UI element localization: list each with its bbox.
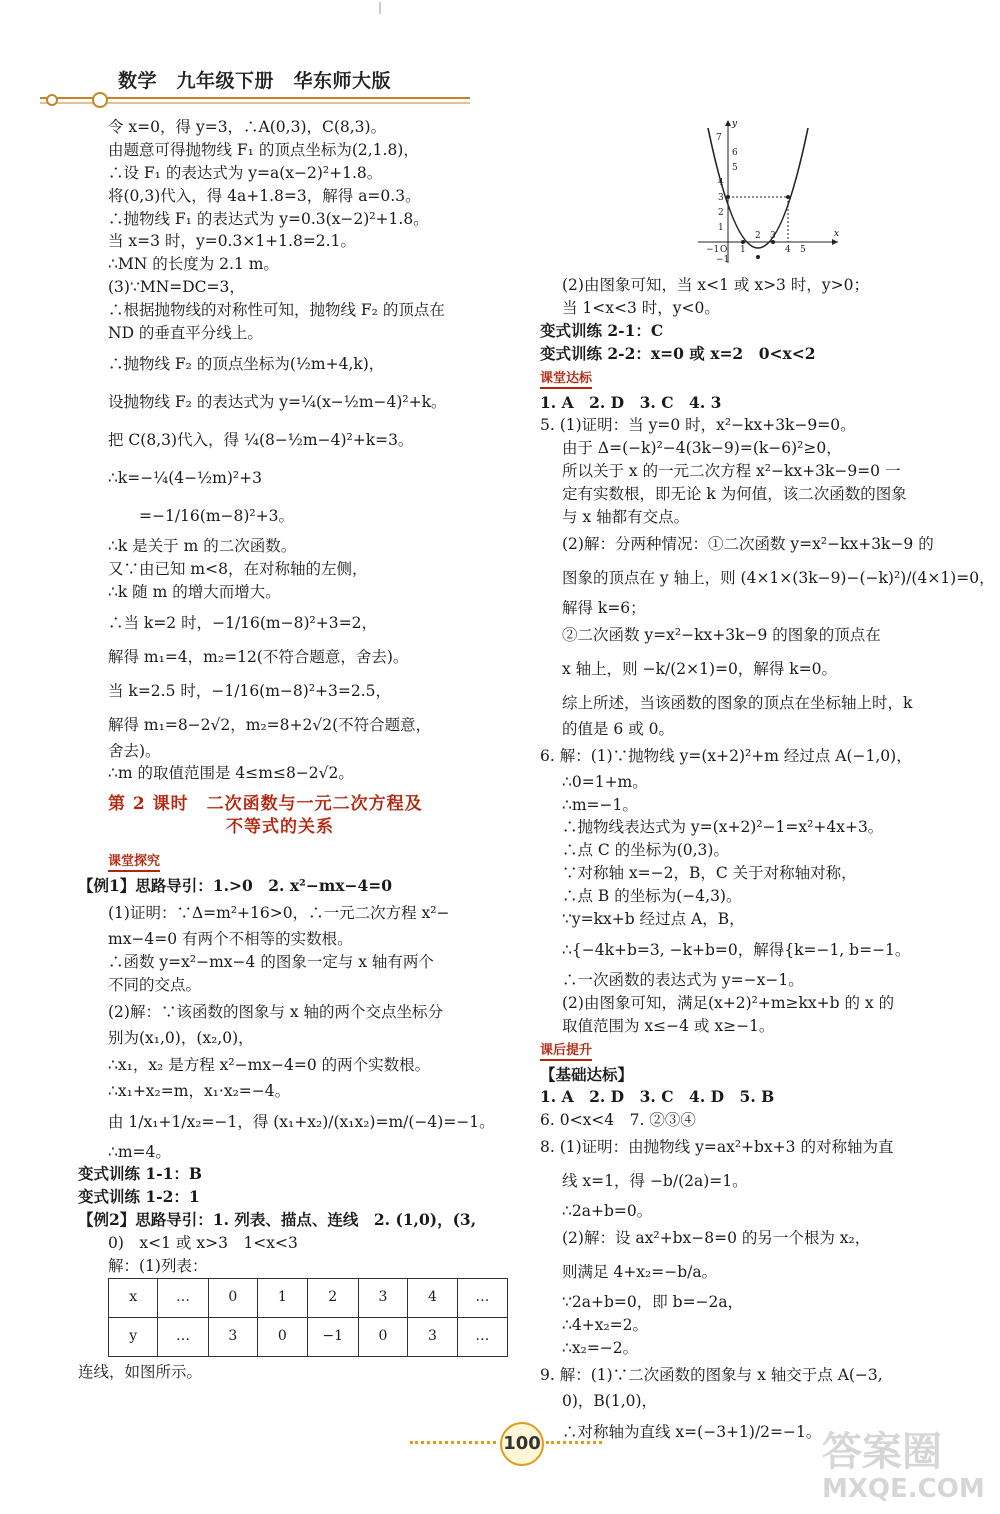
text-line: =−1/16(m−8)²+3。 bbox=[108, 506, 294, 525]
text-line: 5. (1)证明：当 y=0 时，x²−kx+3k−9=0。 bbox=[540, 416, 856, 435]
table-cell: … bbox=[457, 1317, 507, 1356]
text-line: 解得 m₁=8−2√2，m₂=8+2√2(不符合题意， bbox=[108, 715, 432, 734]
variant-2-1: 变式训练 2-1：C bbox=[540, 320, 664, 340]
text-line: (3)∵MN=DC=3， bbox=[108, 278, 245, 297]
x-axis-label: x bbox=[834, 229, 840, 239]
text-line: ∴点 C 的坐标为(0,3)。 bbox=[562, 841, 729, 860]
text-line: ∴设 F₁ 的表达式为 y=a(x−2)²+1.8。 bbox=[108, 163, 383, 182]
text-line: ∴{−4k+b=3, −k+b=0，解得{k=−1, b=−1。 bbox=[562, 940, 911, 959]
text-line: 将(0,3)代入，得 4a+1.8=3，解得 a=0.3。 bbox=[108, 186, 421, 205]
text-line: ∴x₁+x₂=m，x₁·x₂=−4。 bbox=[108, 1081, 291, 1100]
right-column bbox=[540, 274, 995, 1451]
text-line: 1. A 2. D 3. C 4. 3 bbox=[540, 392, 722, 412]
y-tick: 4 bbox=[718, 178, 724, 188]
left-column bbox=[78, 116, 508, 1384]
example-1: 【例1】思路导引：1.>0 2. x²−mx−4=0 bbox=[78, 876, 393, 896]
table-cell: 3 bbox=[408, 1317, 458, 1356]
y-tick: 5 bbox=[732, 163, 738, 173]
x-tick: 5 bbox=[800, 245, 806, 255]
x-tick: 4 bbox=[785, 245, 791, 255]
y-tick: 3 bbox=[718, 193, 724, 203]
text-line: 定有实数根，即无论 k 为何值，该二次函数的图象 bbox=[562, 485, 907, 504]
text-line: ∴m=4。 bbox=[108, 1142, 171, 1161]
table-cell: 0 bbox=[208, 1278, 258, 1317]
book-title: 数学 九年级下册 华东师大版 bbox=[118, 70, 392, 92]
text-line: 6. 解：(1)∵抛物线 y=(x+2)²+m 经过点 A(−1,0)， bbox=[540, 746, 912, 765]
section-tag-explore: 课堂探究 bbox=[108, 854, 160, 872]
text-line: 又∵由已知 m<8，在对称轴的左侧， bbox=[108, 559, 368, 578]
text-line: 设抛物线 F₂ 的表达式为 y=¼(x−½m−4)²+k。 bbox=[108, 392, 447, 411]
text-line: 则满足 4+x₂=−b/a。 bbox=[562, 1263, 718, 1282]
table-cell: 4 bbox=[408, 1278, 458, 1317]
watermark-logo bbox=[822, 1430, 992, 1504]
variant-1-2: 变式训练 1-2：1 bbox=[78, 1187, 200, 1207]
y-tick: 2 bbox=[718, 208, 724, 218]
table-cell: … bbox=[158, 1317, 208, 1356]
text-line: ∴k 随 m 的增大而增大。 bbox=[108, 582, 281, 601]
basic-heading: 【基础达标】 bbox=[540, 1064, 634, 1084]
table-cell: −1 bbox=[307, 1317, 358, 1356]
text-line: 0)，B(1,0)， bbox=[562, 1391, 658, 1410]
table-cell: … bbox=[457, 1278, 507, 1317]
y-axis-label: y bbox=[732, 119, 738, 129]
text-line: ②二次函数 y=x²−kx+3k−9 的图象的顶点在 bbox=[562, 625, 881, 644]
watermark-url: MXQE.COM bbox=[822, 1474, 985, 1504]
text-line: 解：(1)列表： bbox=[108, 1256, 208, 1275]
table-cell: 1 bbox=[258, 1278, 308, 1317]
lesson-title-cont: 不等式的关系 bbox=[226, 817, 334, 838]
text-line: 解得 m₁=4，m₂=12(不符合题意，舍去)。 bbox=[108, 647, 409, 666]
y-tick: 6 bbox=[732, 148, 738, 158]
text-line: 把 C(8,3)代入，得 ¼(8−½m−4)²+k=3。 bbox=[108, 430, 414, 449]
page-header bbox=[0, 0, 1000, 110]
text-line: 6. 0<x<4 7. ②③④ bbox=[540, 1111, 696, 1130]
text-line: ∴MN 的长度为 2.1 m。 bbox=[108, 255, 279, 274]
text-line: ∴m=−1。 bbox=[562, 795, 638, 814]
text-line: ∴x₁，x₂ 是方程 x²−mx−4=0 的两个实数根。 bbox=[108, 1055, 431, 1074]
point bbox=[741, 240, 745, 244]
point bbox=[756, 255, 760, 259]
text-line: 的值是 6 或 0。 bbox=[562, 719, 675, 738]
table-row bbox=[109, 1317, 508, 1356]
text-line: ∴x₂=−2。 bbox=[562, 1338, 639, 1357]
text-line: ∵2a+b=0，即 b=−2a， bbox=[562, 1293, 744, 1312]
text-line: 别为(x₁,0)，(x₂,0)， bbox=[108, 1028, 254, 1047]
text-line: ∴k=−¼(4−½m)²+3 bbox=[108, 468, 262, 487]
footer-dots-left bbox=[410, 1441, 496, 1444]
text-line: 当 k=2.5 时，−1/16(m−8)²+3=2.5， bbox=[108, 681, 392, 700]
table-cell: 2 bbox=[307, 1278, 358, 1317]
lesson-title: 第 2 课时 二次函数与一元二次方程及 bbox=[108, 794, 423, 815]
variant-1-1: 变式训练 1-1：B bbox=[78, 1164, 203, 1184]
watermark-text: 答案圈 bbox=[822, 1429, 942, 1475]
point bbox=[726, 195, 730, 199]
text-line: 不同的交点。 bbox=[108, 975, 202, 994]
point bbox=[786, 195, 790, 199]
text-line: 舍去)。 bbox=[108, 741, 161, 760]
text-line: 线 x=1，得 −b/(2a)=1。 bbox=[562, 1172, 748, 1191]
text-line: mx−4=0 有两个不相等的实数根。 bbox=[108, 930, 353, 949]
page-number: 100 bbox=[500, 1422, 544, 1466]
text-line: 1. A 2. D 3. C 4. D 5. B bbox=[540, 1087, 775, 1107]
text-line: ∴一次函数的表达式为 y=−x−1。 bbox=[562, 970, 804, 989]
table-cell: 0 bbox=[358, 1317, 408, 1356]
text-line: (2)解：∵该函数的图象与 x 轴的两个交点坐标分 bbox=[108, 1002, 444, 1021]
text-line: ∴当 k=2 时，−1/16(m−8)²+3=2， bbox=[108, 613, 377, 632]
text-line: (1)证明：∵Δ=m²+16>0，∴一元二次方程 x²− bbox=[108, 904, 450, 923]
table-cell: 0 bbox=[258, 1317, 308, 1356]
text-line: ∴抛物线表达式为 y=(x+2)²−1=x²+4x+3。 bbox=[562, 818, 884, 837]
table-cell: 3 bbox=[208, 1317, 258, 1356]
text-line: ∴0=1+m。 bbox=[562, 772, 648, 791]
text-line: (2)解：设 ax²+bx−8=0 的另一个根为 x₂， bbox=[562, 1229, 871, 1248]
text-line: ∴对称轴为直线 x=(−3+1)/2=−1。 bbox=[562, 1422, 822, 1441]
table-cell: y bbox=[109, 1317, 158, 1356]
text-line: 综上所述，当该函数的图象的顶点在坐标轴上时，k bbox=[562, 693, 913, 712]
text-line: ∴点 B 的坐标为(−4,3)。 bbox=[562, 887, 742, 906]
text-line: 由 1/x₁+1/x₂=−1，得 (x₁+x₂)/(x₁x₂)=m/(−4)=−1。 bbox=[108, 1112, 495, 1131]
x-tick: 3 bbox=[770, 231, 776, 241]
text-line: ∵对称轴 x=−2，B，C 关于对称轴对称， bbox=[562, 864, 857, 883]
text-line: 图象的顶点在 y 轴上，则 (4×1×(3k−9)−(−k)²)/(4×1)=0， bbox=[562, 568, 995, 587]
example-2: 【例2】思路导引：1. 列表、描点、连线 2. (1,0)，(3, bbox=[78, 1210, 477, 1230]
text-line: ∴抛物线 F₂ 的顶点坐标为(½m+4,k)， bbox=[108, 354, 385, 373]
text-line: 解得 k=6； bbox=[562, 598, 646, 617]
text-line: (2)解：分两种情况：①二次函数 y=x²−kx+3k−9 的 bbox=[562, 534, 934, 553]
y-tick: −1 bbox=[716, 255, 730, 265]
text-line: 由题意可得抛物线 F₁ 的顶点坐标为(2,1.8)， bbox=[108, 140, 419, 159]
header-decoration bbox=[0, 0, 1000, 110]
text-line: ∴函数 y=x²−mx−4 的图象一定与 x 轴有两个 bbox=[108, 952, 434, 971]
text-line: ∴根据抛物线的对称性可知，抛物线 F₂ 的顶点在 bbox=[108, 301, 445, 320]
section-tag-after: 课后提升 bbox=[540, 1043, 592, 1061]
text-line: 8. (1)证明：由抛物线 y=ax²+bx+3 的对称轴为直 bbox=[540, 1138, 894, 1157]
text-line: ∴抛物线 F₁ 的表达式为 y=0.3(x−2)²+1.8。 bbox=[108, 209, 429, 228]
text-line: ∵y=kx+b 经过点 A，B， bbox=[562, 910, 745, 929]
footer-dots-right bbox=[546, 1441, 602, 1444]
text-line: 当 1<x<3 时，y<0。 bbox=[562, 298, 720, 317]
x-tick: O bbox=[720, 245, 728, 255]
x-tick: 1 bbox=[740, 245, 746, 255]
table-cell: 3 bbox=[358, 1278, 408, 1317]
text-line: 所以关于 x 的一元二次方程 x²−kx+3k−9=0 一 bbox=[562, 462, 901, 481]
text-line: 令 x=0，得 y=3，∴A(0,3)，C(8,3)。 bbox=[108, 118, 387, 136]
y-tick: 1 bbox=[718, 223, 724, 233]
value-table bbox=[108, 1278, 508, 1357]
text-line: 当 x=3 时，y=0.3×1+1.8=2.1。 bbox=[108, 232, 356, 251]
table-cell: … bbox=[158, 1278, 208, 1317]
text-line: ∴2a+b=0。 bbox=[562, 1202, 653, 1221]
text-line: (2)由图象可知，满足(x+2)²+m≥kx+b 的 x 的 bbox=[562, 993, 895, 1012]
text-line: ∴m 的取值范围是 4≤m≤8−2√2。 bbox=[108, 764, 354, 783]
text-line: ND 的垂直平分线上。 bbox=[108, 324, 263, 343]
x-tick: 2 bbox=[755, 231, 761, 241]
parabola-graph bbox=[688, 118, 848, 268]
text-line: x 轴上，则 −k/(2×1)=0，解得 k=0。 bbox=[562, 659, 838, 678]
text-line: 0) x<1 或 x>3 1<x<3 bbox=[108, 1234, 298, 1253]
x-tick: −1 bbox=[706, 245, 720, 255]
variant-2-2: 变式训练 2-2：x=0 或 x=2 0<x<2 bbox=[540, 343, 816, 363]
text-line: 取值范围为 x≤−4 或 x≥−1。 bbox=[562, 1016, 775, 1035]
text-line: 由于 Δ=(−k)²−4(3k−9)=(k−6)²≥0， bbox=[562, 439, 842, 458]
y-tick: 7 bbox=[716, 133, 722, 143]
table-cell: x bbox=[109, 1278, 158, 1317]
text-line: (2)由图象可知，当 x<1 或 x>3 时，y>0； bbox=[562, 276, 869, 294]
text-line: ∴k 是关于 m 的二次函数。 bbox=[108, 536, 297, 555]
text-line: 9. 解：(1)∵二次函数的图象与 x 轴交于点 A(−3, bbox=[540, 1365, 883, 1384]
text-line: ∴4+x₂=2。 bbox=[562, 1316, 649, 1335]
text-line: 与 x 轴都有交点。 bbox=[562, 508, 690, 527]
table-row bbox=[109, 1278, 508, 1317]
section-tag-practice: 课堂达标 bbox=[540, 371, 592, 389]
text-line: 连线，如图所示。 bbox=[78, 1362, 203, 1381]
